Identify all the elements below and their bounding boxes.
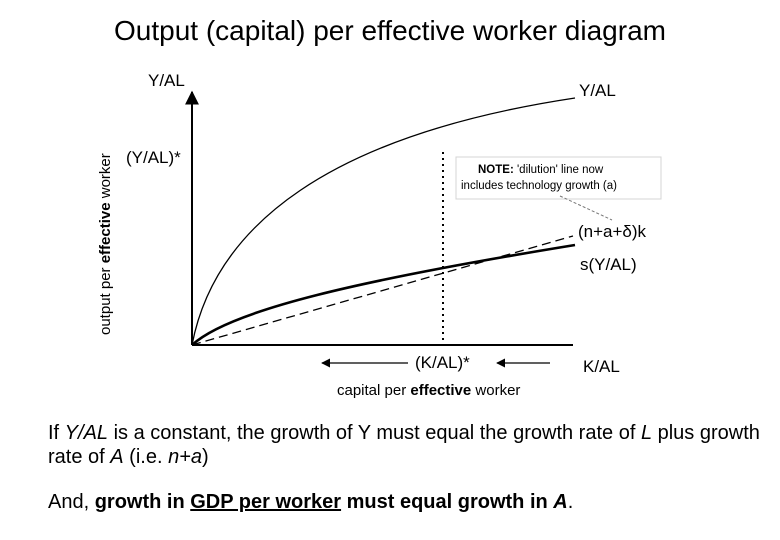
x-axis-caption: capital per effective worker — [337, 382, 521, 399]
conclusion-paragraph: And, growth in GDP per worker must equal growth in A. — [48, 491, 574, 513]
slide-title: Output (capital) per effective worker diagram — [114, 15, 666, 46]
dilution-line — [192, 236, 573, 345]
y-axis-top-label: Y/AL — [148, 71, 185, 90]
steady-state-output-label: (Y/AL)* — [126, 148, 181, 167]
dilution-line-label: (n+a+δ)k — [578, 222, 647, 241]
production-curve-label: Y/AL — [579, 81, 616, 100]
steady-state-capital-label: (K/AL)* — [415, 353, 470, 372]
x-axis-end-label: K/AL — [583, 357, 620, 376]
note-line-2: includes technology growth (a) — [461, 180, 617, 192]
savings-curve-label: s(Y/AL) — [580, 255, 637, 274]
note-pointer — [560, 196, 612, 220]
note-line-1: NOTE: 'dilution' line now — [478, 164, 604, 176]
savings-curve — [192, 245, 575, 345]
production-curve — [192, 98, 575, 345]
y-axis-caption: output per effective worker — [97, 153, 114, 335]
explanation-paragraph: If Y/AL is a constant, the growth of Y must equal the growth rate of L plus growth rate of A (i.e. n+a) — [48, 422, 760, 468]
